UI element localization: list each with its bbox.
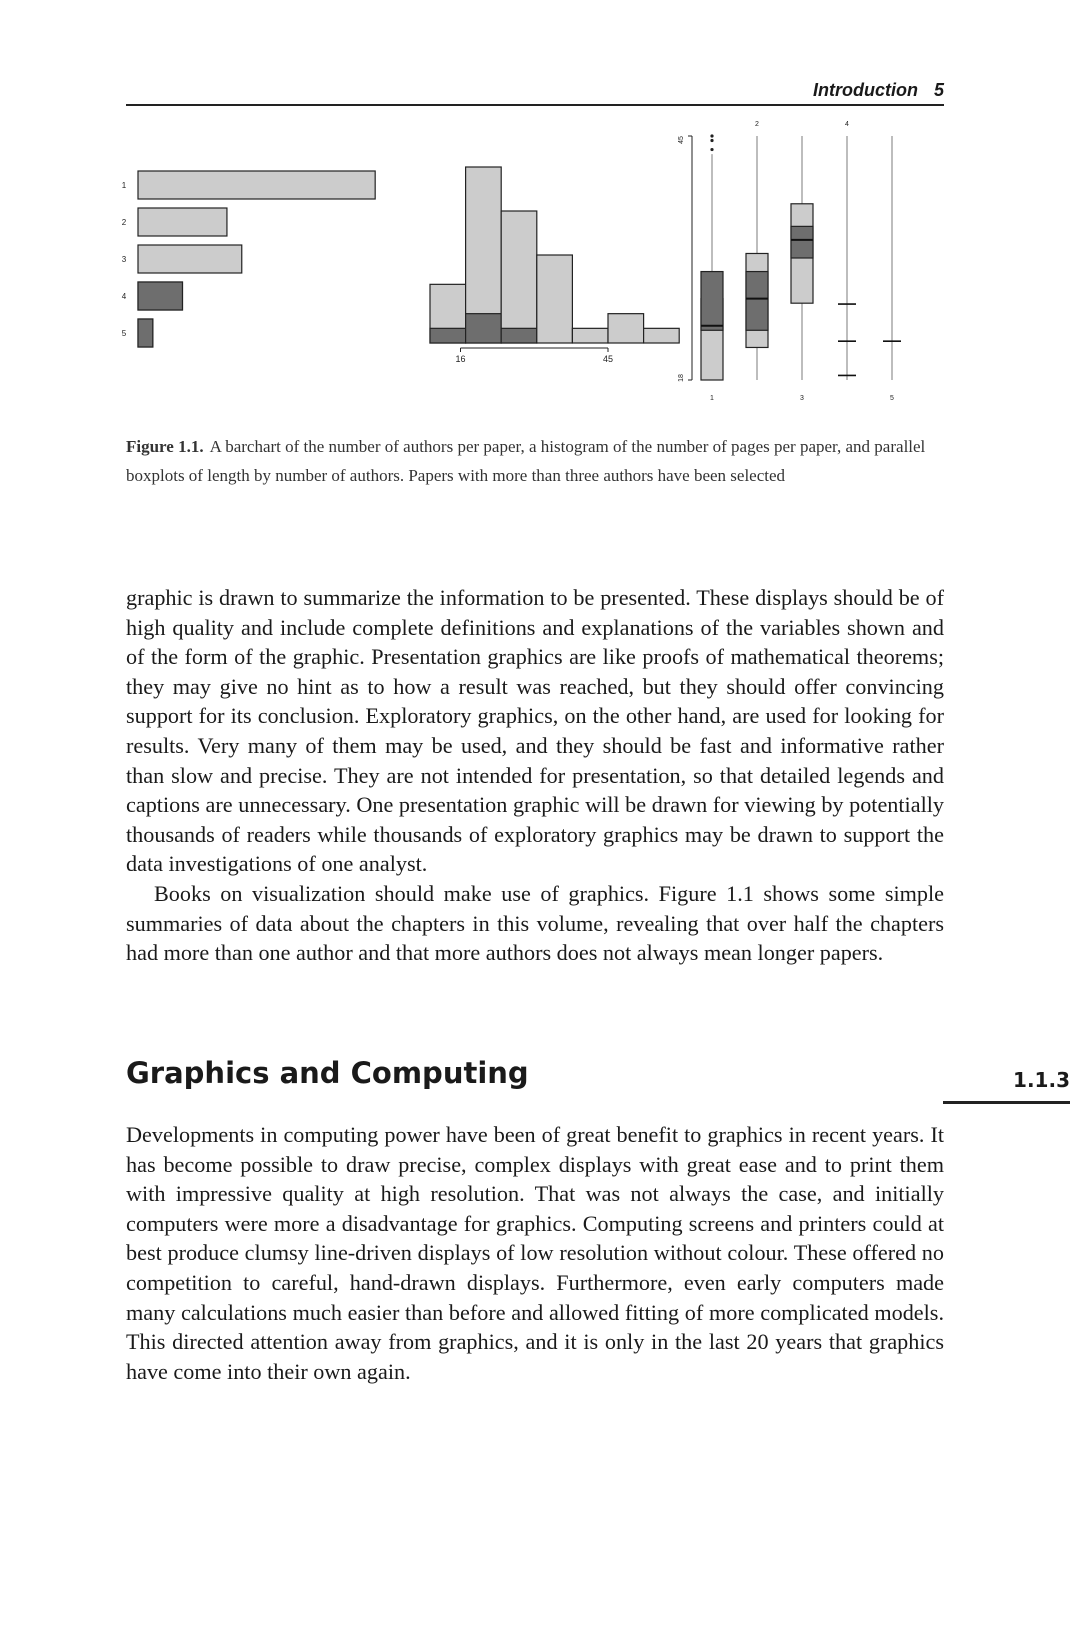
figure-caption-text: A barchart of the number of authors per paper, a histogram of the number of pages per paper, and parallel boxplots of length by number of authors. Papers with more than three authors have been selected xyxy=(126,437,926,485)
histogram-bar xyxy=(572,328,608,343)
paragraph: Books on visualization should make use of graphics. Figure 1.1 shows some simple summaries of data about the chapters in this volume, revealing that over half the chapters had more than one author and that more authors does not always mean longer papers. xyxy=(126,880,944,966)
length-by-authors-boxplots xyxy=(678,121,901,402)
histogram-tick-label: 45 xyxy=(602,354,614,364)
bar-highlight xyxy=(138,319,153,347)
running-head xyxy=(126,80,944,106)
boxplot-outlier xyxy=(710,134,713,137)
bar-highlight xyxy=(138,282,182,310)
histogram-bar xyxy=(501,211,537,343)
section-number: 1.1.3 xyxy=(943,1066,1070,1104)
boxplot-y-tick-label: 18 xyxy=(678,374,685,382)
bar-category-label: 2 xyxy=(121,218,127,227)
histogram-bar xyxy=(537,255,573,343)
histogram-bar-highlight xyxy=(466,314,502,343)
bar-category-label: 4 xyxy=(121,292,127,301)
histogram-tick-label: 16 xyxy=(455,354,466,364)
section-title: Graphics and Computing xyxy=(126,1056,529,1090)
histogram-bar xyxy=(608,314,644,343)
paragraph: graphic is drawn to summarize the information to be presented. These displays should be of high quality and include complete definitions and explanations of the variables shown and of the form of the graphic. Presentation graphics are like proofs of mathematical theorems; they may give no hint as to how a result was reached, but they should offer convincing support for its conclusion. Exploratory graphics, on the other hand, are used for looking for results. Very many of them may be used, and they should be fast and informative rather than slow and precise. They are not intended for presentation, so that detailed legends and captions are unnecessary. One presentation graphic will be drawn for viewing by potentially thousands of readers while thousands of exploratory graphics may be drawn to support the data investigations of one analyst. xyxy=(126,585,944,877)
author-count-barchart xyxy=(122,171,375,347)
boxplot-group-label: 2 xyxy=(755,121,759,128)
boxplot-group-label: 5 xyxy=(890,395,894,402)
boxplot-box-highlight xyxy=(791,226,813,258)
bar xyxy=(138,171,375,199)
body-text-top xyxy=(126,583,944,968)
histogram-bar-highlight xyxy=(430,328,466,343)
page-number: 5 xyxy=(933,80,944,100)
boxplot-group-label: 3 xyxy=(800,395,804,402)
boxplot-outlier xyxy=(710,139,713,142)
page-count-histogram xyxy=(430,167,679,364)
body-text-bottom xyxy=(126,1120,944,1386)
bar xyxy=(138,208,227,236)
bar-category-label: 1 xyxy=(121,181,127,190)
figure-caption xyxy=(126,432,944,490)
histogram-bar xyxy=(644,328,680,343)
boxplot-outlier xyxy=(710,148,713,151)
boxplot-box-highlight xyxy=(746,272,768,331)
bar xyxy=(138,245,242,273)
boxplot-group-label: 1 xyxy=(710,395,714,402)
boxplot-y-tick-label: 45 xyxy=(678,136,685,144)
paragraph: Developments in computing power have been of great benefit to graphics in recent years. It has become possible to draw precise, complex displays with great ease and to print them with impressive quality at high resolution. That was not always the case, and initially computers were more a disadvantage for graphics. Computing screens and printers could at best produce clumsy line-driven displays of low resolution without colour. These offered no competition to careful, hand-drawn displays. Furthermore, even early computers made many calculations much easier than before and allowed fitting of more complicated models. This directed attention away from graphics, and it is only in the last 20 years that graphics have come into their own again. xyxy=(126,1122,944,1384)
boxplot-box-highlight xyxy=(701,272,723,331)
figure-caption-label: Figure 1.1. xyxy=(126,437,204,456)
figure-1-1 xyxy=(118,118,948,418)
bar-category-label: 3 xyxy=(121,255,127,264)
histogram-bar-highlight xyxy=(501,328,537,343)
boxplot-group-label: 4 xyxy=(845,121,849,128)
running-head-title: Introduction xyxy=(813,80,918,100)
bar-category-label: 5 xyxy=(121,329,127,338)
